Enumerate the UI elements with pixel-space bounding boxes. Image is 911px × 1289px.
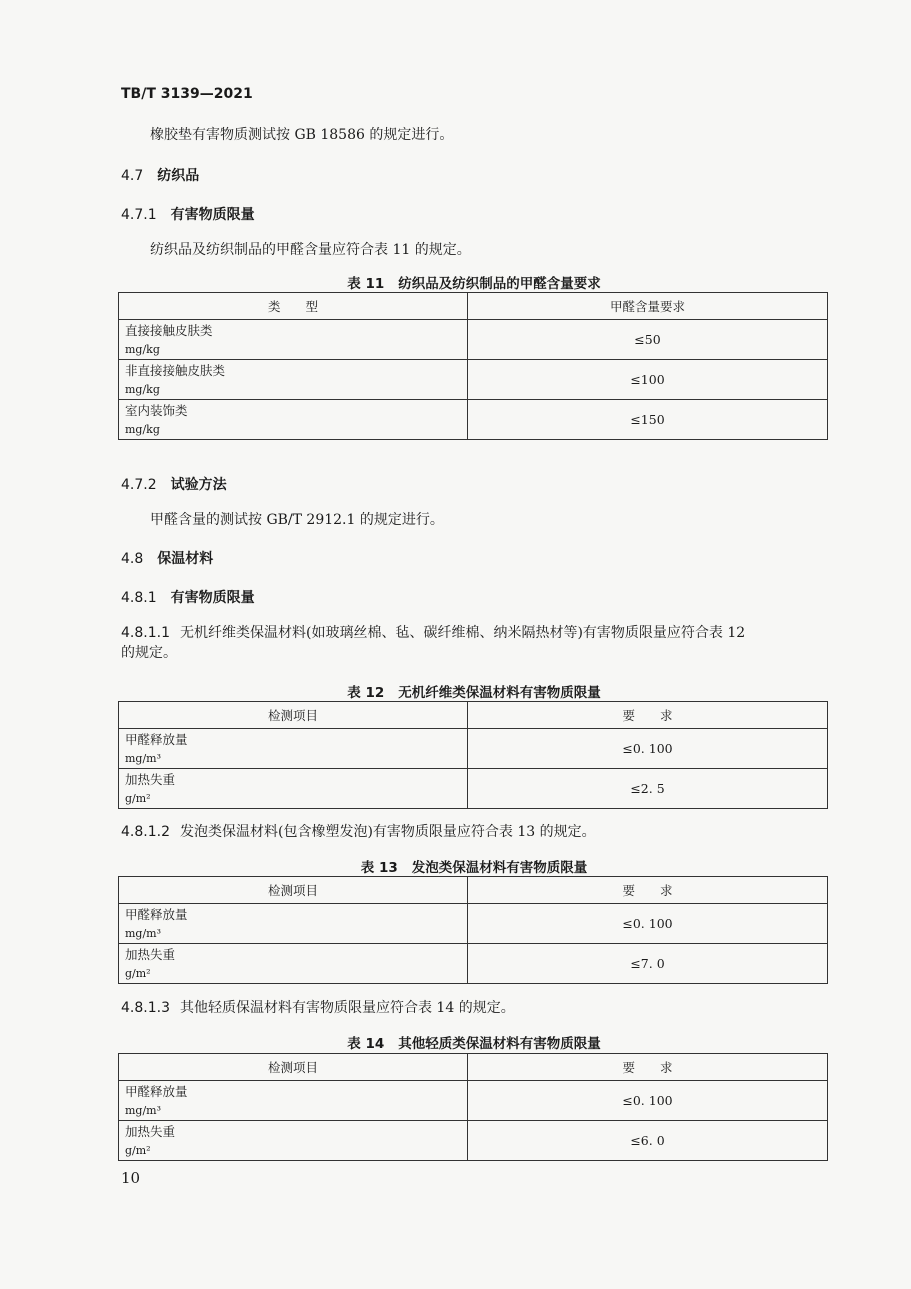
table-header-cell: 要 求: [468, 702, 828, 729]
section-number: 4.8.1.3: [121, 1000, 170, 1016]
table-title: 发泡类保温材料有害物质限量: [411, 860, 588, 876]
table-cell-item: [119, 944, 468, 984]
item-name: 加热失重: [125, 1124, 176, 1139]
table-title: 其他轻质类保温材料有害物质限量: [398, 1036, 601, 1052]
table-cell-value: ≤150: [468, 400, 828, 440]
section-4-7-1-heading: [121, 204, 255, 224]
section-number: 4.8.1.2: [121, 824, 170, 840]
intro-paragraph: 橡胶垫有害物质测试按 GB 18586 的规定进行。: [150, 127, 454, 143]
section-4-8-1-1-text: [121, 623, 831, 663]
section-4-8-heading: [121, 548, 213, 568]
section-title: 纺织品: [157, 168, 200, 184]
table-cell-value: ≤100: [468, 360, 828, 400]
table-number: 表 11: [347, 276, 385, 292]
table-row: [119, 904, 828, 944]
table-13-caption: [120, 856, 828, 876]
table-number: 表 14: [347, 1036, 385, 1052]
table-header-cell: 检测项目: [119, 702, 468, 729]
section-4-8-1-3-text: [121, 998, 831, 1018]
table-title: 纺织品及纺织制品的甲醛含量要求: [398, 276, 601, 292]
table-cell-item: [119, 904, 468, 944]
item-name: 甲醛释放量: [125, 732, 188, 747]
table-cell-value: ≤0. 100: [468, 1081, 828, 1121]
table-12-caption: [120, 681, 828, 701]
section-4-8-1-2-text: [121, 822, 831, 842]
paragraph-line: 其他轻质保温材料有害物质限量应符合表 14 的规定。: [179, 1000, 515, 1016]
table-cell-value: ≤7. 0: [468, 944, 828, 984]
table-header-row: [119, 293, 828, 320]
table-header-cell: 要 求: [468, 1054, 828, 1081]
item-unit: mg/m³: [125, 752, 162, 765]
item-name: 加热失重: [125, 772, 176, 787]
item-unit: mg/kg: [125, 343, 160, 356]
table-title: 无机纤维类保温材料有害物质限量: [398, 685, 601, 701]
section-4-8-1-heading: [121, 587, 255, 607]
table-cell-item: [119, 729, 468, 769]
table-header-cell: 要 求: [468, 877, 828, 904]
section-number: 4.7.1: [121, 207, 157, 223]
table-header-row: [119, 1054, 828, 1081]
item-unit: g/m²: [125, 792, 151, 805]
item-name: 甲醛释放量: [125, 1084, 188, 1099]
section-title: 有害物质限量: [170, 207, 255, 223]
page-number: 10: [121, 1169, 141, 1187]
item-unit: mg/kg: [125, 423, 160, 436]
item-unit: mg/m³: [125, 1104, 162, 1117]
item-unit: mg/m³: [125, 927, 162, 940]
table-row: [119, 1121, 828, 1161]
table-number: 表 13: [360, 860, 398, 876]
table-cell-item: [119, 1121, 468, 1161]
section-title: 试验方法: [170, 477, 227, 493]
section-4-7-heading: [121, 165, 199, 185]
table-13: [118, 876, 828, 984]
table-cell-item: [119, 400, 468, 440]
item-name: 加热失重: [125, 947, 176, 962]
table-cell-item: [119, 320, 468, 360]
item-name: 甲醛释放量: [125, 907, 188, 922]
table-cell-value: ≤0. 100: [468, 729, 828, 769]
item-unit: g/m²: [125, 1144, 151, 1157]
table-row: [119, 769, 828, 809]
item-unit: mg/kg: [125, 383, 160, 396]
table-row: [119, 729, 828, 769]
section-title: 有害物质限量: [170, 590, 255, 606]
table-cell-value: ≤6. 0: [468, 1121, 828, 1161]
section-4-7-2-text: 甲醛含量的测试按 GB/T 2912.1 的规定进行。: [150, 512, 444, 528]
section-4-7-1-text: 纺织品及纺织制品的甲醛含量应符合表 11 的规定。: [150, 242, 471, 258]
table-cell-value: ≤0. 100: [468, 904, 828, 944]
item-name: 直接接触皮肤类: [125, 323, 213, 338]
table-11: [118, 292, 828, 440]
table-cell-item: [119, 360, 468, 400]
table-14: [118, 1053, 828, 1161]
table-row: [119, 1081, 828, 1121]
section-number: 4.7.2: [121, 477, 157, 493]
table-header-cell: 类 型: [119, 293, 468, 320]
section-number: 4.8.1: [121, 590, 157, 606]
table-row: [119, 320, 828, 360]
table-header-cell: 检测项目: [119, 1054, 468, 1081]
item-unit: g/m²: [125, 967, 151, 980]
table-cell-value: ≤50: [468, 320, 828, 360]
paragraph-line: 的规定。: [121, 645, 177, 661]
paragraph-line: 发泡类保温材料(包含橡塑发泡)有害物质限量应符合表 13 的规定。: [179, 824, 596, 840]
table-number: 表 12: [347, 685, 385, 701]
table-11-caption: [120, 272, 828, 292]
section-number: 4.7: [121, 168, 144, 184]
table-cell-item: [119, 769, 468, 809]
table-header-row: [119, 877, 828, 904]
section-title: 保温材料: [157, 551, 214, 567]
item-name: 非直接接触皮肤类: [125, 363, 226, 378]
section-number: 4.8: [121, 551, 144, 567]
table-row: [119, 360, 828, 400]
section-4-7-2-heading: [121, 474, 227, 494]
table-header-row: [119, 702, 828, 729]
table-row: [119, 400, 828, 440]
section-number: 4.8.1.1: [121, 625, 170, 641]
table-header-cell: 甲醛含量要求: [468, 293, 828, 320]
table-cell-item: [119, 1081, 468, 1121]
table-header-cell: 检测项目: [119, 877, 468, 904]
item-name: 室内装饰类: [125, 403, 188, 418]
table-row: [119, 944, 828, 984]
paragraph-line: 无机纤维类保温材料(如玻璃丝棉、毡、碳纤维棉、纳米隔热材等)有害物质限量应符合表 12: [179, 625, 746, 641]
doc-code: TB/T 3139—2021: [121, 86, 253, 102]
table-cell-value: ≤2. 5: [468, 769, 828, 809]
table-12: [118, 701, 828, 809]
table-14-caption: [120, 1032, 828, 1052]
